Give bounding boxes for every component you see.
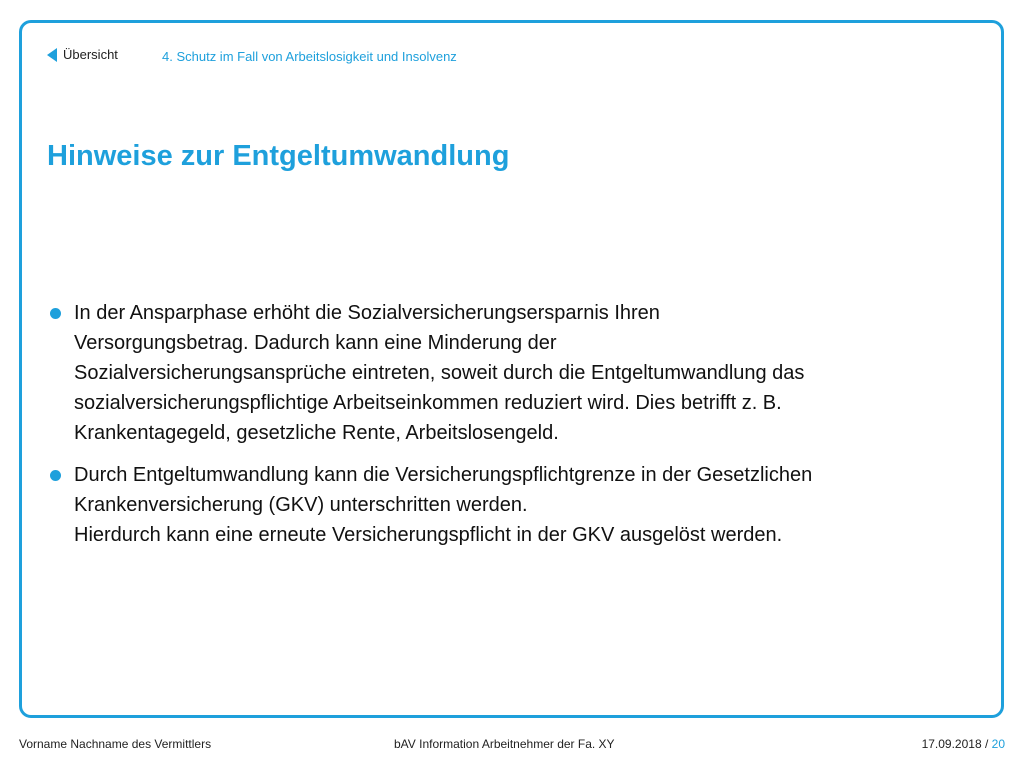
footer-presenter-name: Vorname Nachname des Vermittlers <box>19 737 212 751</box>
bullet-text-line: Sozialversicherungsansprüche eintreten, soweit durch die Entgeltumwandlung das <box>74 362 805 384</box>
bullet-dot-icon <box>50 470 61 481</box>
bullet-text-line: In der Ansparphase erhöht die Sozialversicherungsersparnis Ihren <box>74 302 660 324</box>
bullet-text-line: Durch Entgeltumwandlung kann die Versicherungspflichtgrenze in der Gesetzlichen <box>74 464 813 486</box>
footer-separator: / <box>981 737 992 751</box>
breadcrumb[interactable]: 4. Schutz im Fall von Arbeitslosigkeit und Insolvenz <box>162 49 457 64</box>
footer-presentation-title: bAV Information Arbeitnehmer der Fa. XY <box>394 737 615 751</box>
bullet-text-line: Krankenversicherung (GKV) unterschritten werden. <box>74 494 528 516</box>
bullet-item <box>47 460 977 550</box>
bullet-text-line: Versorgungsbetrag. Dadurch kann eine Minderung der <box>74 332 557 354</box>
bullet-text-line: Krankentagegeld, gesetzliche Rente, Arbeitslosengeld. <box>74 422 559 444</box>
overview-label: Übersicht <box>63 47 118 62</box>
footer-date: 17.09.2018 <box>921 737 982 751</box>
bullet-item <box>47 298 977 448</box>
page-number: 20 <box>991 737 1005 751</box>
bullet-text-line: sozialversicherungspflichtige Arbeitseinkommen reduziert wird. Dies betrifft z. B. <box>74 392 782 414</box>
triangle-left-icon <box>47 48 57 62</box>
footer-date-page <box>922 737 1005 751</box>
bullet-dot-icon <box>50 308 61 319</box>
bullet-list <box>47 298 977 562</box>
overview-back-button[interactable] <box>47 47 118 62</box>
bullet-text-line: Hierdurch kann eine erneute Versicherungspflicht in der GKV ausgelöst werden. <box>74 524 783 546</box>
page-title: Hinweise zur Entgeltumwandlung <box>47 140 510 172</box>
